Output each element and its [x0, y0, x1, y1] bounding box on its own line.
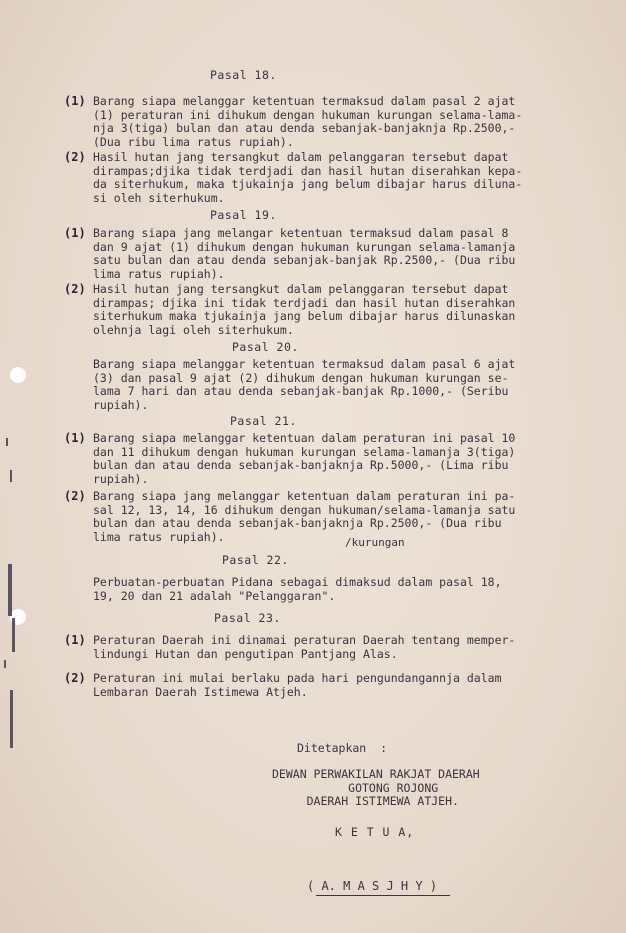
- pasal-18-item-2-text: Hasil hutan jang tersangkut dalam pelanggaran tersebut dapat dirampas;djika tidak terdjadi dan hasil hutan diserahkan kepa- da siterhukum, maka tjukainja jang belum dibajar harus diluna- si oleh siterhukum.: [93, 150, 523, 205]
- pasal-22-heading: Pasal 22.: [222, 553, 289, 567]
- pasal-23-item-1-number: (1): [64, 633, 86, 647]
- signatory-underline: [316, 895, 450, 896]
- ketua-title: K E T U A,: [335, 825, 415, 839]
- margin-mark: [6, 438, 8, 446]
- margin-mark: [12, 618, 15, 652]
- pasal-20-heading: Pasal 20.: [232, 340, 299, 354]
- pasal-19-item-2-text: Hasil hutan jang tersangkut dalam pelanggaran tersebut dapat dirampas; djika ini tidak terdjadi dan hasil hutan diserahkan siterhukum maka tjukainja jang belum dibajar harus dilunaskan olehnja lagi oleh siterhukum.: [93, 282, 516, 337]
- pasal-19-item-1-text: Barang siapa jang melangar ketentuan termaksud dalam pasal 8 dan 9 ajat (1) dihukum dengan hukuman kurungan selama-lamanja satu bulan dan atau denda sebanjak-banjak Rp.2500,- (Dua ribu lima ratus rupiah).: [93, 226, 516, 281]
- margin-mark: [8, 564, 12, 616]
- pasal-18-item-1-number: (1): [64, 94, 86, 108]
- margin-mark: [4, 660, 6, 668]
- pasal-19-heading: Pasal 19.: [210, 208, 277, 222]
- pasal-19-item-1-number: (1): [64, 226, 86, 240]
- issuing-body: DEWAN PERWAKILAN RAKJAT DAERAH GOTONG ROJONG DAERAH ISTIMEWA ATJEH.: [272, 767, 480, 808]
- pasal-22-text: Perbuatan-perbuatan Pidana sebagai dimaksud dalam pasal 18, 19, 20 dan 21 adalah "Pelanggaran".: [93, 575, 502, 603]
- punch-hole-top: [10, 367, 26, 383]
- pasal-18-heading: Pasal 18.: [210, 68, 277, 82]
- pasal-18-item-2-number: (2): [64, 150, 86, 164]
- pasal-23-heading: Pasal 23.: [214, 611, 281, 625]
- pasal-23-item-2-number: (2): [64, 671, 86, 685]
- pasal-21-item-1-text: Barang siapa melanggar ketentuan dalam peraturan ini pasal 10 dan 11 dihukum dengan hukuman kurungan selama-lamanja 3(tiga) bulan dan atau denda sebanjak-banjaknja Rp.5000,- (Lima ribu rupiah).: [93, 431, 516, 486]
- pasal-21-heading: Pasal 21.: [230, 414, 297, 428]
- pasal-19-item-2-number: (2): [64, 282, 86, 296]
- handwritten-correction: /kurungan: [345, 536, 405, 549]
- pasal-23-item-2-text: Peraturan ini mulai berlaku pada hari pengundangannja dalam Lembaran Daerah Istimewa Atjeh.: [93, 671, 502, 699]
- margin-mark: [10, 690, 13, 748]
- pasal-21-item-1-number: (1): [64, 431, 86, 445]
- pasal-21-item-2-text: Barang siapa jang melanggar ketentuan dalam peraturan ini pa- sal 12, 13, 14, 16 dihukum dengan hukuman/selama-lamanja satu bulan dan atau denda sebanjak-banjaknja Rp.2500,- (Dua ribu lima ratus rupiah).: [93, 489, 516, 544]
- pasal-21-item-2-number: (2): [64, 489, 86, 503]
- ditetapkan-label: Ditetapkan :: [297, 741, 388, 755]
- margin-mark: [10, 470, 12, 482]
- pasal-18-item-1-text: Barang siapa melanggar ketentuan termaksud dalam pasal 2 ajat (1) peraturan ini dihukum dengan hukuman kurungan selama-lama- nja 3(tiga) bulan dan atau denda sebanjak-banjaknja Rp.2500,- (Dua ribu lima ratus rupiah).: [93, 94, 523, 149]
- signatory-name: ( A. M A S J H Y ): [307, 879, 438, 893]
- pasal-20-text: Barang siapa melanggar ketentuan termaksud dalam pasal 6 ajat (3) dan pasal 9 ajat (2) dihukum dengan hukuman kurungan se- lama 7 hari dan atau denda sebanjak-banjak Rp.1000,- (Seribu rupiah).: [93, 357, 516, 412]
- pasal-23-item-1-text: Peraturan Daerah ini dinamai peraturan Daerah tentang memper- lindungi Hutan dan pengutipan Pantjang Alas.: [93, 633, 516, 661]
